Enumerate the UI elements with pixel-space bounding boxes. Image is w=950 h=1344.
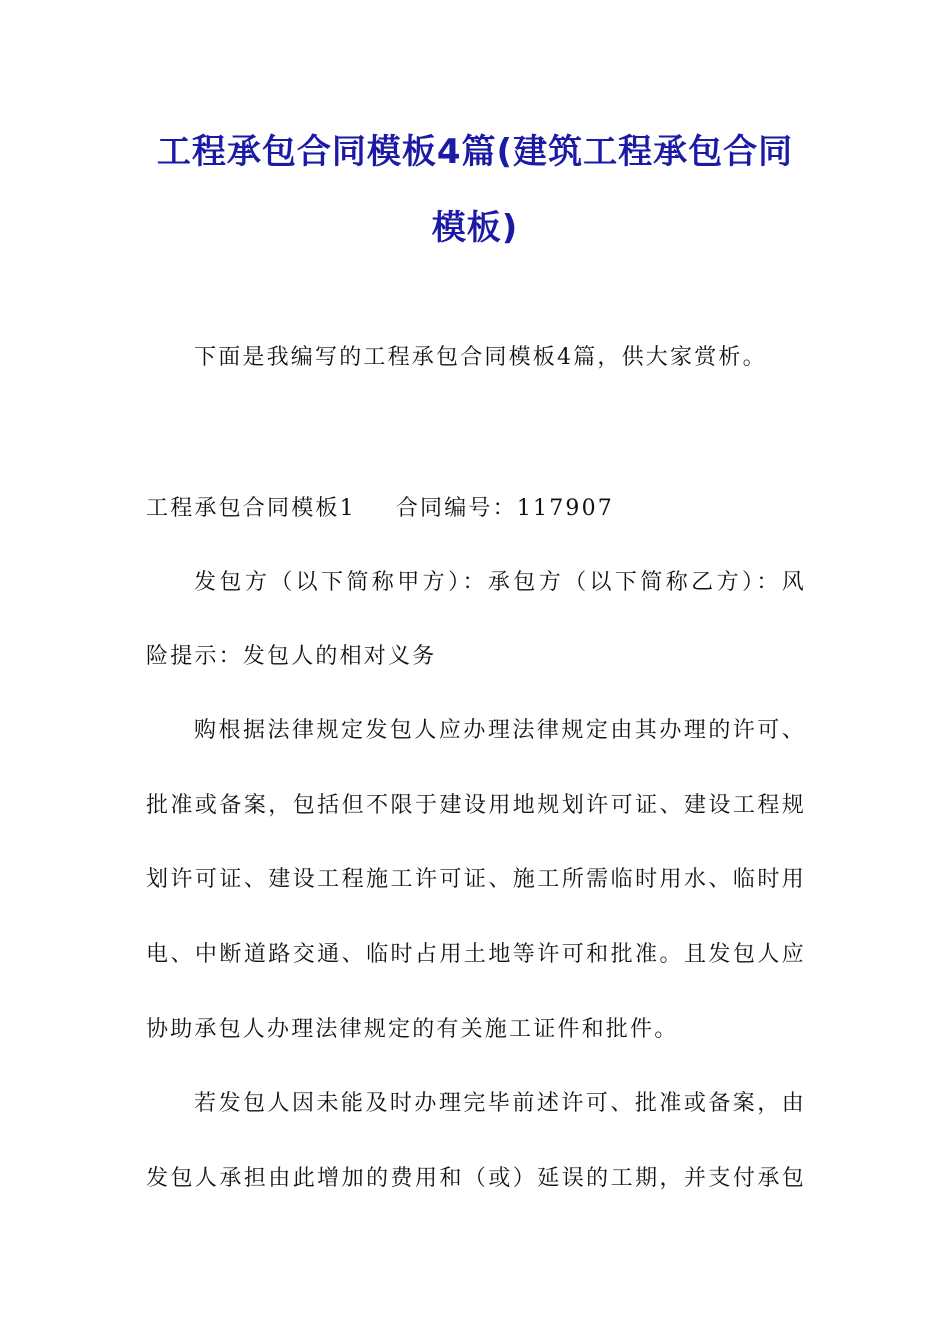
paragraph-2-line-2: 批准或备案，包括但不限于建设用地规划许可证、建设工程规 — [146, 793, 806, 818]
intro-paragraph: 下面是我编写的工程承包合同模板4篇，供大家赏析。 — [194, 345, 767, 370]
paragraph-2-line-5: 协助承包人办理法律规定的有关施工证件和批件。 — [146, 1017, 679, 1042]
contract-number: 合同编号：117907 — [395, 496, 614, 521]
paragraph-3-line-2: 发包人承担由此增加的费用和（或）延误的工期，并支付承包 — [146, 1166, 806, 1191]
paragraph-2-line-1: 购根据法律规定发包人应办理法律规定由其办理的许可、 — [194, 718, 806, 743]
paragraph-1-line-1: 发包方（以下简称甲方）：承包方（以下简称乙方）：风 — [194, 570, 806, 595]
paragraph-2-line-4: 电、中断道路交通、临时占用土地等许可和批准。且发包人应 — [146, 942, 806, 967]
document-title-line-2: 模板) — [431, 208, 519, 248]
paragraph-3-line-1: 若发包人因未能及时办理完毕前述许可、批准或备案，由 — [194, 1091, 806, 1116]
section-heading: 工程承包合同模板1 — [146, 496, 356, 521]
paragraph-2-line-3: 划许可证、建设工程施工许可证、施工所需临时用水、临时用 — [146, 867, 806, 892]
paragraph-1-line-2: 险提示：发包人的相对义务 — [146, 644, 437, 669]
section-heading-row — [146, 494, 806, 524]
document-title-line-1: 工程承包合同模板4篇(建筑工程承包合同 — [156, 132, 794, 172]
